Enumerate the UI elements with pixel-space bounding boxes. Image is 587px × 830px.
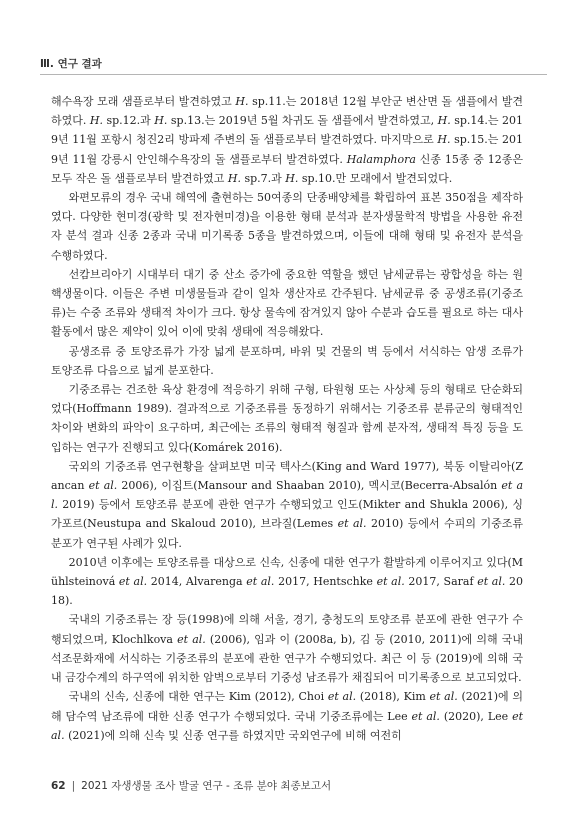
text-run: 2014, Alvarenga [147,575,247,589]
text-run: 선캄브리아기 시대부터 대기 중 산소 증가에 중요한 역할을 했던 남세균류는 광합성을 하는 원핵생물이다. 이들은 주변 미생물들과 같이 일차 생산자로 간주된다. 남세균류 중 공생조류(기중조류)는 수중 조류와 생태적 차이가 크다. 항상 물속에 잠겨있지 않아 수분과 습도를 필요로 하는 대사 활동에서 많은 제약이 있어 이에 맞춰 생태에 적응해왔다. [51,267,523,339]
text-run: 와편모류의 경우 국내 해역에 출현하는 50여종의 단종배양체를 확립하여 표본 350점을 제작하였다. 다양한 현미경(광학 및 전자현미경)을 이용한 형태 분석과 분자생물학적 방법을 사용한 유전자 분석 결과 신종 2종과 국내 미기록종 5종을 발견하였으며, 이들에 대해 형태 및 유전자 분석을 수행하였다. [51,191,523,262]
text-run: (2021)에 의해 신속 및 신종 연구를 하였지만 국외연구에 비해 여전히 [64,728,402,742]
text-run: sp.12.과 [102,114,155,128]
page-number: 62 [51,780,66,792]
italic-text: et al. [429,690,458,704]
italic-text: et al. [376,575,405,589]
text-run: (2006), 임과 이 (2008a, b), 김 등 (2010, 2011)에 의해 국내 석조문화재에 서식하는 기중조류의 분포에 관한 연구가 수행되었다. 최근 이 등 (2019)에 의해 국내 금강수계의 하구역에 위치한 암벽으로부터 기중성 남조류가 채집되어 미기록종으로 보고되었다. [51,632,523,685]
text-run: sp.11.는 2018년 12월 부안군 변산면 돌 샘플에서 발견하였다. [51,95,523,128]
text-run: 2019) 등에서 토양조류 분포에 관한 연구가 수행되었고 인도(Mikter and Shukla 2006), 싱가포르(Neustupa and Skaloud 2010), 브라질(Lemes [51,498,523,531]
text-run: 국내의 기중조류는 장 등(1998)에 의해 서울, 경기, 충청도의 토양조류 분포에 관한 연구가 수행되었으며, Klochlkova [51,613,523,646]
italic-text: Halamphora [346,152,416,166]
paragraph [51,380,523,457]
text-run: 2017, Hentschke [274,575,377,589]
text-run: (2021)에 의해 담수역 남조류에 대한 신종 연구가 수행되었다. 국내 기중조류에는 Lee [51,690,524,723]
italic-text: H. [285,171,299,185]
text-run: (2018), Kim [356,690,430,704]
italic-text: H. [235,95,249,108]
italic-text: et al. [51,479,524,512]
italic-text: H. [437,114,451,128]
header-divider [40,74,547,75]
italic-text: et al. [177,632,206,646]
italic-text: et al. [337,517,367,531]
text-run: 기중조류는 건조한 육상 환경에 적응하기 위해 구형, 타원형 또는 사상체 등의 형태로 단순화되었다(Hoffmann 1989). 결과적으로 기중조류를 동정하기 위해서는 기중조류 분류군의 형태적인 차이와 변화의 파악이 요구하며, 최근에는 조류의 형태적 형질과 함께 분자적, 생태적 특징 등을 도입하는 연구가 진행되고 있다(Komárek 2016). [51,383,523,454]
text-run: sp.7.과 [240,171,286,185]
text-run: sp.13.는 2019년 5월 차귀도 돌 샘플에서 발견하였고, [167,114,438,128]
italic-text: et al. [51,709,524,742]
italic-text: et al. [477,575,506,589]
paragraph [51,92,523,188]
text-run: (2020), Lee [439,709,513,723]
italic-text: et al. [118,575,148,589]
paragraph [51,553,523,611]
footer-divider: | [71,780,76,792]
text-run: 신종 15종 중 12종은 모두 작은 돌 샘플로부터 발견하였고 [51,152,523,185]
text-run: 해수욕장 모래 샘플로부터 발견하였고 [51,95,236,108]
paragraph [51,342,523,380]
text-run: sp.14.는 2019년 11월 포항시 청진2리 방파제 주변의 돌 샘플로부터 발견하였다. 마지막으로 [51,114,524,147]
text-run: sp.15.는 2019년 11월 강릉시 안인해수욕장의 돌 샘플로부터 발견하였다. [51,133,524,166]
text-run: 공생조류 중 토양조류가 가장 넓게 분포하며, 바위 및 건물의 벽 등에서 서식하는 암생 조류가 토양조류 다음으로 넓게 분포한다. [51,344,523,377]
text-run: 2006), 이집트(Mansour and Shaaban 2010), 멕시코(Becerra-Absalón [117,479,502,493]
text-run: 국내의 신속, 신종에 대한 연구는 Kim (2012), Choi [68,690,328,704]
text-run: 2010년 이후에는 토양조류를 대상으로 신속, 신종에 대한 연구가 활발하게 이루어지고 있다(Mühlsteinová [51,555,523,589]
italic-text: et al. [327,690,357,704]
italic-text: H. [227,171,241,185]
text-run: 2017, Saraf [404,575,478,589]
paragraph [51,457,523,553]
section-header [40,56,102,71]
page-footer [51,778,331,793]
italic-text: et al. [246,575,275,589]
text-run: sp.10.만 모래에서 발견되었다. [298,171,453,185]
paragraph [51,610,523,687]
section-title: Ⅲ. 연구 결과 [40,58,102,70]
paragraph [51,265,523,342]
italic-text: H. [89,114,103,128]
text-run: 국외의 기중조류 연구현황을 살펴보면 미국 텍사스(King and Ward 1977), 북동 이탈리아(Zancan [51,459,523,493]
paragraph [51,188,523,265]
text-run: 2018). [51,575,524,608]
italic-text: H. [154,114,168,128]
italic-text: et al. [411,709,440,723]
report-title: 2021 자생생물 조사 발굴 연구 - 조류 분야 최종보고서 [81,780,332,792]
body-text [51,92,523,745]
text-run: 2010) 등에서 수피의 기중조류 분포가 연구된 사례가 있다. [51,517,524,550]
italic-text: et al. [88,479,118,493]
paragraph [51,687,523,745]
italic-text: H. [437,133,451,147]
